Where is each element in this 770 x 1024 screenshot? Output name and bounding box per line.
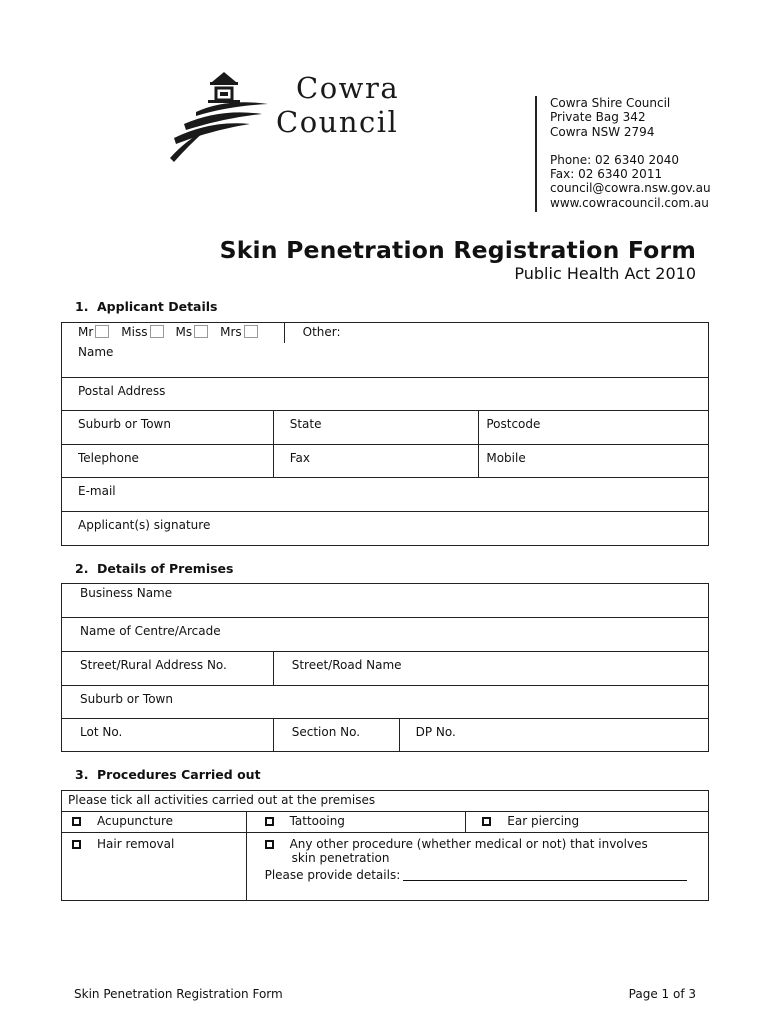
suburb-field[interactable]: Suburb or Town [62,411,274,445]
dp-number-field[interactable]: DP No. [399,719,708,752]
contact-address-1: Private Bag 342 [550,110,646,125]
footer-page-number: Page 1 of 3 [628,987,696,1001]
contact-address-2: Cowra NSW 2794 [550,124,655,139]
council-logo [166,68,416,164]
business-name-field[interactable]: Business Name [62,584,709,618]
form-subtitle: Public Health Act 2010 [514,264,696,283]
section-3-heading: 3. Procedures Carried out [75,767,261,782]
tattooing-checkbox[interactable] [265,817,274,826]
acupuncture-option[interactable]: Acupuncture [62,812,247,833]
mrs-checkbox[interactable] [244,325,258,338]
acupuncture-checkbox[interactable] [72,817,81,826]
procedures-table [61,790,709,901]
state-field[interactable]: State [273,411,479,445]
form-title: Skin Penetration Registration Form [219,236,696,264]
ear-piercing-option[interactable]: Ear piercing [466,812,709,833]
street-name-field[interactable]: Street/Road Name [273,652,708,686]
fax-field[interactable]: Fax [273,445,479,478]
contact-org: Cowra Shire Council [550,96,671,110]
procedures-instruction: Please tick all activities carried out at the premises [62,791,709,812]
premises-suburb-field[interactable]: Suburb or Town [62,686,709,719]
name-field[interactable]: Name [62,343,709,378]
telephone-field[interactable]: Telephone [62,445,274,478]
lot-number-field[interactable]: Lot No. [62,719,274,752]
other-procedure-option[interactable]: Any other procedure (whether medical or not) that involves skin penetration Please provide details: [246,833,708,901]
miss-checkbox[interactable] [150,325,164,338]
premises-details-table [61,583,709,752]
contact-block [535,96,711,212]
contact-email[interactable]: council@cowra.nsw.gov.au [550,181,711,196]
applicant-details-table [61,322,709,546]
ms-checkbox[interactable] [194,325,208,338]
other-procedure-checkbox[interactable] [265,840,274,849]
postal-address-field[interactable]: Postal Address [62,378,709,411]
tattooing-option[interactable]: Tattooing [246,812,466,833]
ear-piercing-checkbox[interactable] [482,817,491,826]
section-number-field[interactable]: Section No. [273,719,399,752]
mobile-field[interactable]: Mobile [479,445,709,478]
email-field[interactable]: E-mail [62,478,709,512]
details-input-line[interactable] [403,869,687,881]
title-label-miss: Miss [121,325,148,339]
contact-fax: Fax: 02 6340 2011 [550,167,663,182]
title-row [62,323,709,343]
title-label-other: Other: [302,325,341,339]
postcode-field[interactable]: Postcode [479,411,709,445]
footer-form-name: Skin Penetration Registration Form [74,987,283,1001]
title-label-mrs: Mrs [220,325,242,339]
council-emblem-icon [166,68,276,164]
centre-arcade-field[interactable]: Name of Centre/Arcade [62,618,709,652]
title-label-ms: Ms [175,325,193,339]
contact-website[interactable]: www.cowracouncil.com.au [550,195,709,210]
street-number-field[interactable]: Street/Rural Address No. [62,652,274,686]
logo-word-council: Council [276,105,399,139]
mr-checkbox[interactable] [95,325,109,338]
hair-removal-checkbox[interactable] [72,840,81,849]
section-1-heading: 1. Applicant Details [75,299,218,314]
section-2-heading: 2. Details of Premises [75,561,234,576]
contact-phone: Phone: 02 6340 2040 [550,152,680,167]
signature-field[interactable]: Applicant(s) signature [62,512,709,546]
details-label: Please provide details: [264,868,401,882]
logo-word-cowra: Cowra [296,71,400,105]
title-label-mr: Mr [78,325,94,339]
hair-removal-option[interactable]: Hair removal [62,833,247,901]
